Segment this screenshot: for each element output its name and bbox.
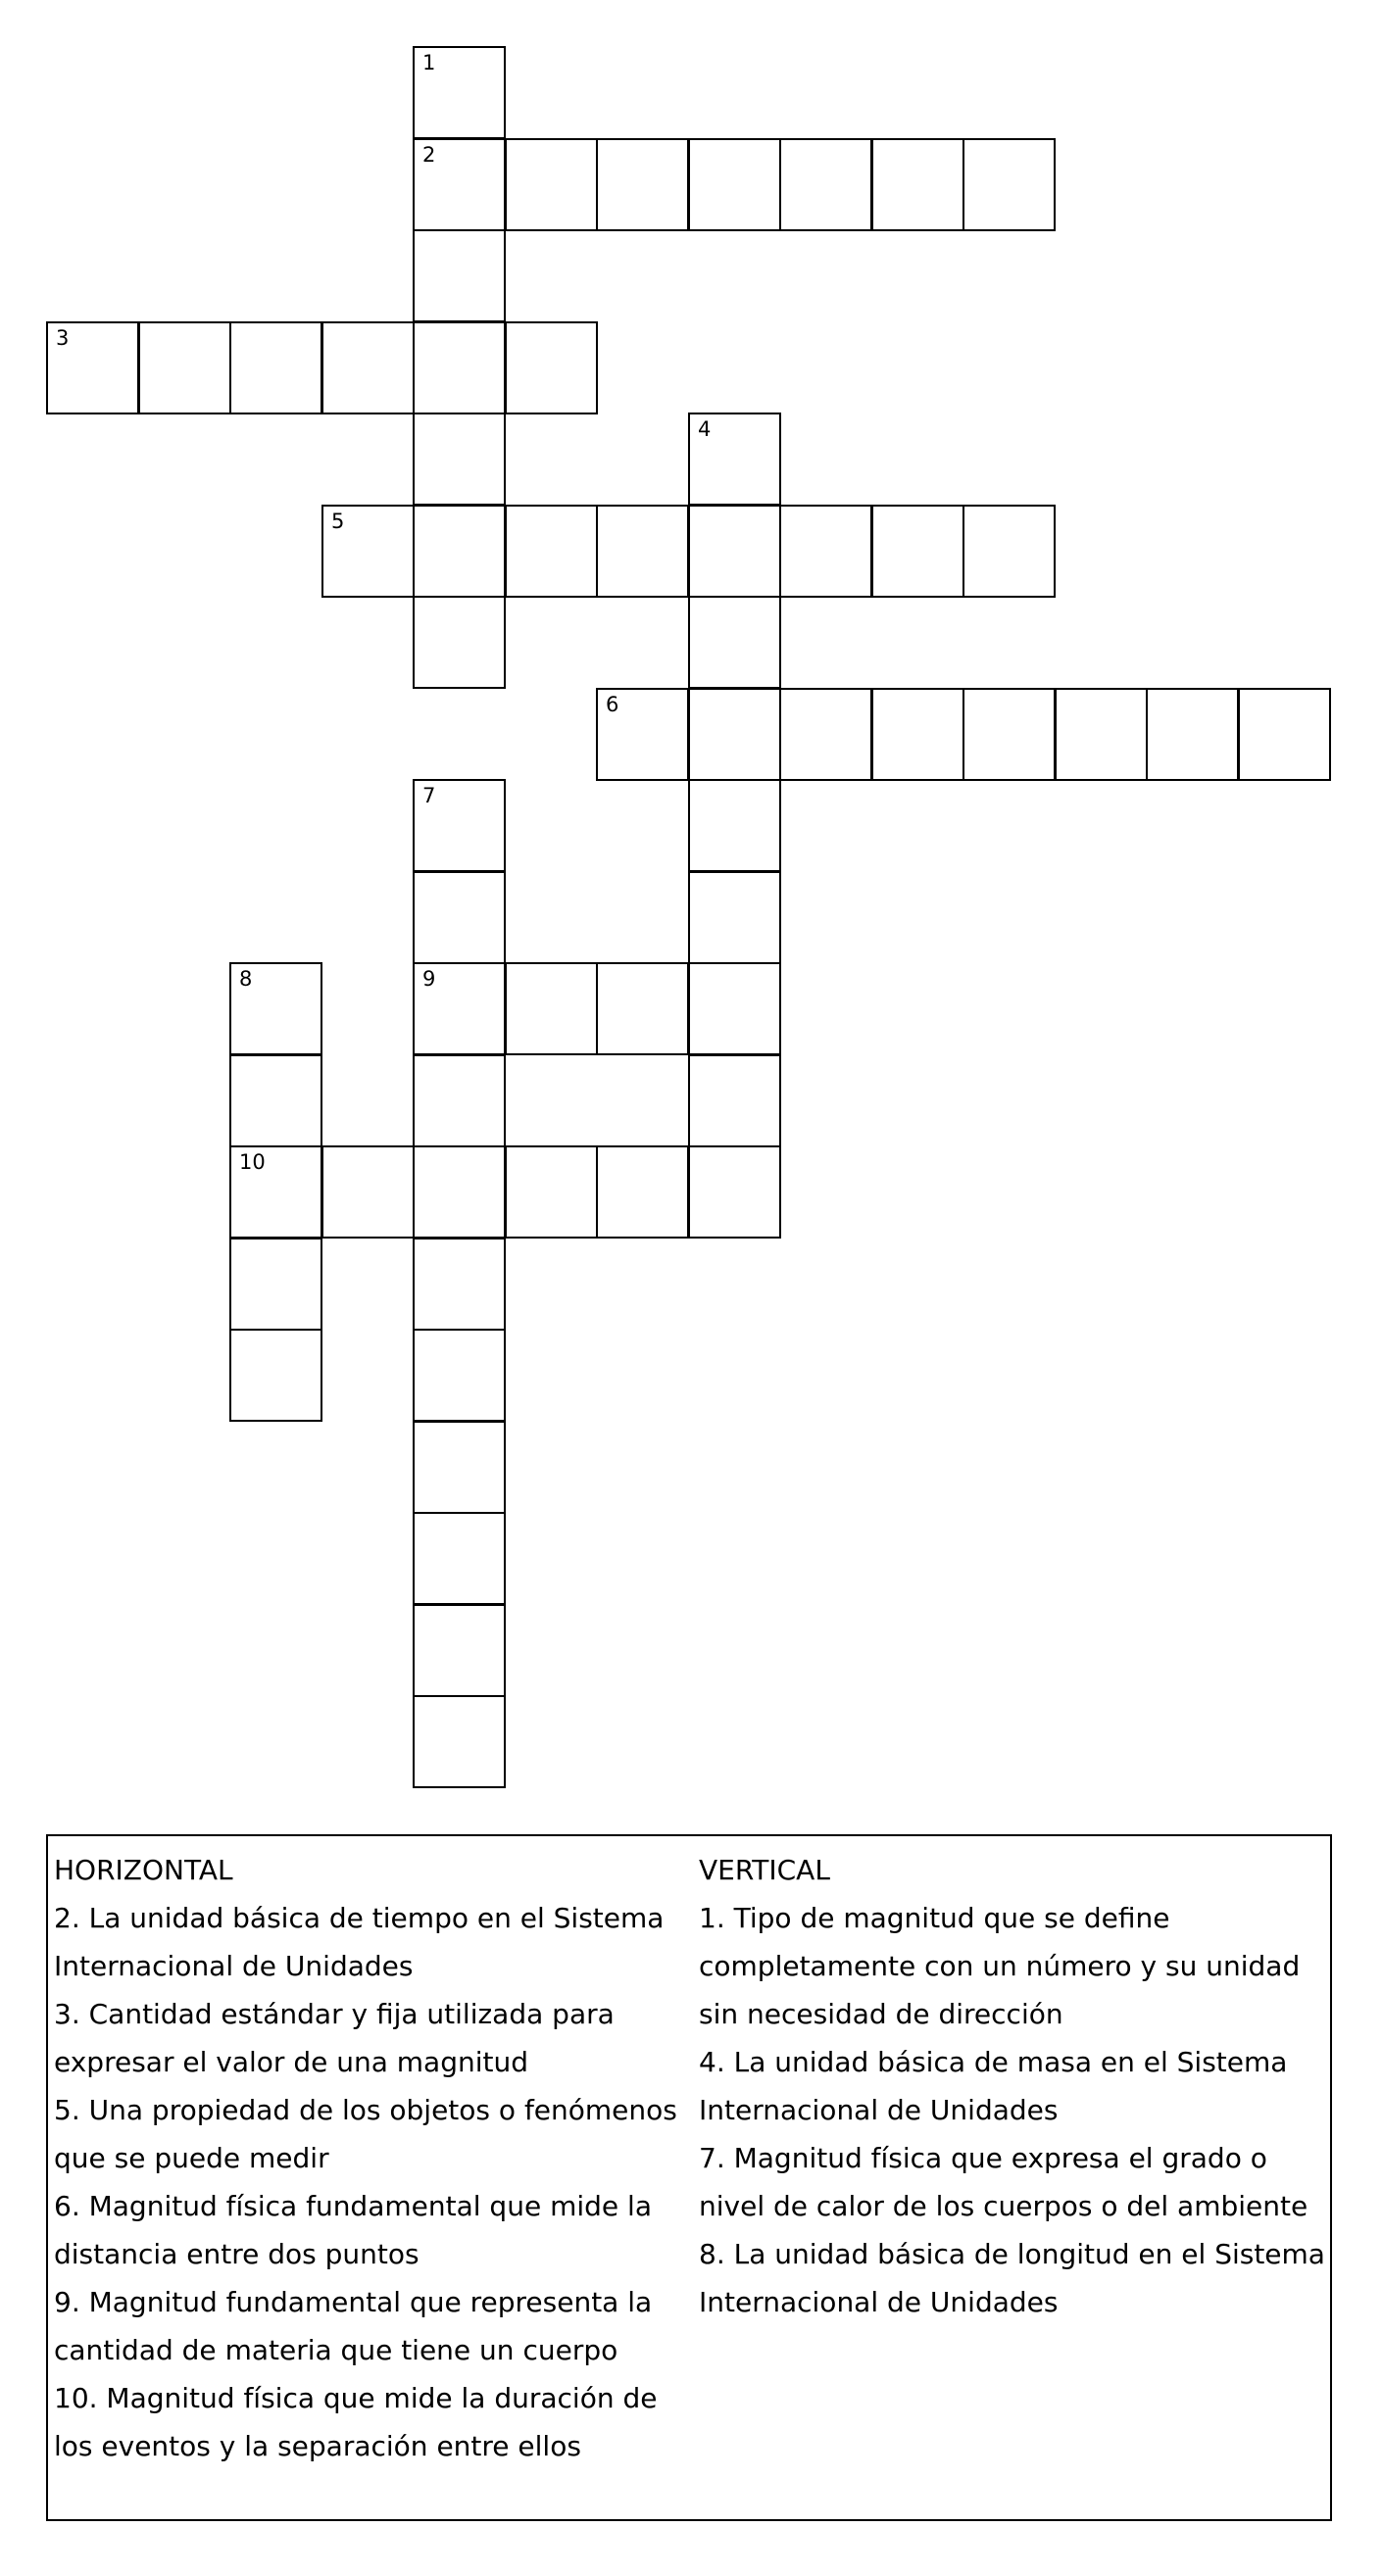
crossword-cell[interactable] bbox=[413, 1329, 506, 1422]
crossword-cell[interactable] bbox=[871, 138, 964, 231]
crossword-cell[interactable] bbox=[505, 138, 598, 231]
crossword-cell[interactable] bbox=[413, 413, 506, 506]
crossword-cell[interactable] bbox=[505, 962, 598, 1055]
crossword-cell[interactable] bbox=[1146, 688, 1239, 781]
crossword-cell[interactable] bbox=[229, 962, 322, 1055]
crossword-cell[interactable] bbox=[229, 321, 322, 414]
crossword-cell[interactable] bbox=[596, 688, 689, 781]
crossword-cell[interactable] bbox=[413, 229, 506, 322]
crossword-cell[interactable] bbox=[413, 138, 506, 231]
crossword-cell[interactable] bbox=[962, 138, 1056, 231]
crossword-cell[interactable] bbox=[505, 321, 598, 414]
crossword-cell[interactable] bbox=[871, 505, 964, 598]
crossword-cell[interactable] bbox=[962, 505, 1056, 598]
crossword-cell[interactable] bbox=[321, 505, 415, 598]
cell-number: 8 bbox=[239, 967, 253, 991]
clue-horizontal-2: 2. La unidad básica de tiempo en el Sistema Internacional de Unidades bbox=[54, 1902, 665, 1982]
crossword-cell[interactable] bbox=[229, 1329, 322, 1422]
crossword-cell[interactable] bbox=[413, 1512, 506, 1605]
crossword-cell[interactable] bbox=[688, 688, 781, 781]
crossword-cell[interactable] bbox=[596, 138, 689, 231]
crossword-cell[interactable] bbox=[688, 1054, 781, 1147]
clue-vertical-7: 7. Magnitud física que expresa el grado o nivel de calor de los cuerpos o del ambiente bbox=[699, 2142, 1308, 2222]
crossword-cell[interactable] bbox=[413, 596, 506, 689]
crossword-cell[interactable] bbox=[688, 596, 781, 689]
crossword-cell[interactable] bbox=[688, 1145, 781, 1239]
crossword-cell[interactable] bbox=[413, 871, 506, 964]
crossword-cell[interactable] bbox=[413, 1054, 506, 1147]
crossword-cell[interactable] bbox=[688, 505, 781, 598]
cell-number: 6 bbox=[606, 693, 619, 716]
cell-number: 5 bbox=[331, 510, 345, 533]
crossword-cell[interactable] bbox=[688, 962, 781, 1055]
crossword-cell[interactable] bbox=[688, 779, 781, 872]
crossword-cell[interactable] bbox=[596, 962, 689, 1055]
crossword-cell[interactable] bbox=[138, 321, 231, 414]
crossword-cell[interactable] bbox=[962, 688, 1056, 781]
crossword-cell[interactable] bbox=[413, 1238, 506, 1331]
clues-box bbox=[46, 1834, 1332, 2521]
cell-number: 10 bbox=[239, 1150, 266, 1174]
crossword-cell[interactable] bbox=[779, 138, 872, 231]
crossword-cell[interactable] bbox=[413, 1604, 506, 1697]
cell-number: 9 bbox=[422, 967, 436, 991]
cell-number: 2 bbox=[422, 143, 436, 167]
crossword-cell[interactable] bbox=[871, 688, 964, 781]
crossword-cell[interactable] bbox=[413, 505, 506, 598]
clue-horizontal-3: 3. Cantidad estándar y fija utilizada para expresar el valor de una magnitud bbox=[54, 1998, 615, 2078]
crossword-cell[interactable] bbox=[688, 413, 781, 506]
clue-horizontal-5: 5. Una propiedad de los objetos o fenómenos que se puede medir bbox=[54, 2094, 677, 2174]
crossword-cell[interactable] bbox=[413, 962, 506, 1055]
crossword-cell[interactable] bbox=[46, 321, 139, 414]
crossword-cell[interactable] bbox=[413, 46, 506, 139]
horizontal-clues bbox=[54, 1846, 691, 2470]
clue-horizontal-6: 6. Magnitud física fundamental que mide la distancia entre dos puntos bbox=[54, 2190, 652, 2270]
crossword-cell[interactable] bbox=[229, 1054, 322, 1147]
crossword-cell[interactable] bbox=[779, 505, 872, 598]
cell-number: 7 bbox=[422, 784, 436, 807]
clue-vertical-8: 8. La unidad básica de longitud en el Sistema Internacional de Unidades bbox=[699, 2238, 1325, 2318]
crossword-cell[interactable] bbox=[321, 321, 415, 414]
horizontal-heading: HORIZONTAL bbox=[54, 1854, 233, 1886]
clue-vertical-1: 1. Tipo de magnitud que se define completamente con un número y su unidad sin necesidad de dirección bbox=[699, 1902, 1301, 2030]
crossword-cell[interactable] bbox=[1055, 688, 1148, 781]
crossword-cell[interactable] bbox=[229, 1145, 322, 1239]
crossword-cell[interactable] bbox=[413, 779, 506, 872]
clue-horizontal-10: 10. Magnitud física que mide la duración de los eventos y la separación entre ellos bbox=[54, 2382, 658, 2462]
clue-horizontal-9: 9. Magnitud fundamental que representa la cantidad de materia que tiene un cuerpo bbox=[54, 2286, 653, 2366]
crossword-cell[interactable] bbox=[596, 505, 689, 598]
crossword-cell[interactable] bbox=[413, 1421, 506, 1514]
crossword-cell[interactable] bbox=[321, 1145, 415, 1239]
crossword-cell[interactable] bbox=[1238, 688, 1331, 781]
crossword-cell[interactable] bbox=[413, 321, 506, 414]
cell-number: 3 bbox=[56, 326, 70, 350]
crossword-cell[interactable] bbox=[505, 505, 598, 598]
cell-number: 4 bbox=[698, 417, 712, 441]
cell-number: 1 bbox=[422, 51, 436, 74]
crossword-cell[interactable] bbox=[413, 1145, 506, 1239]
clue-vertical-4: 4. La unidad básica de masa en el Sistema Internacional de Unidades bbox=[699, 2046, 1288, 2126]
crossword-cell[interactable] bbox=[505, 1145, 598, 1239]
vertical-heading: VERTICAL bbox=[699, 1854, 830, 1886]
crossword-cell[interactable] bbox=[596, 1145, 689, 1239]
crossword-cell[interactable] bbox=[688, 871, 781, 964]
vertical-clues bbox=[699, 1846, 1326, 2326]
crossword-cell[interactable] bbox=[413, 1695, 506, 1788]
crossword-cell[interactable] bbox=[688, 138, 781, 231]
crossword-cell[interactable] bbox=[229, 1238, 322, 1331]
crossword-cell[interactable] bbox=[779, 688, 872, 781]
